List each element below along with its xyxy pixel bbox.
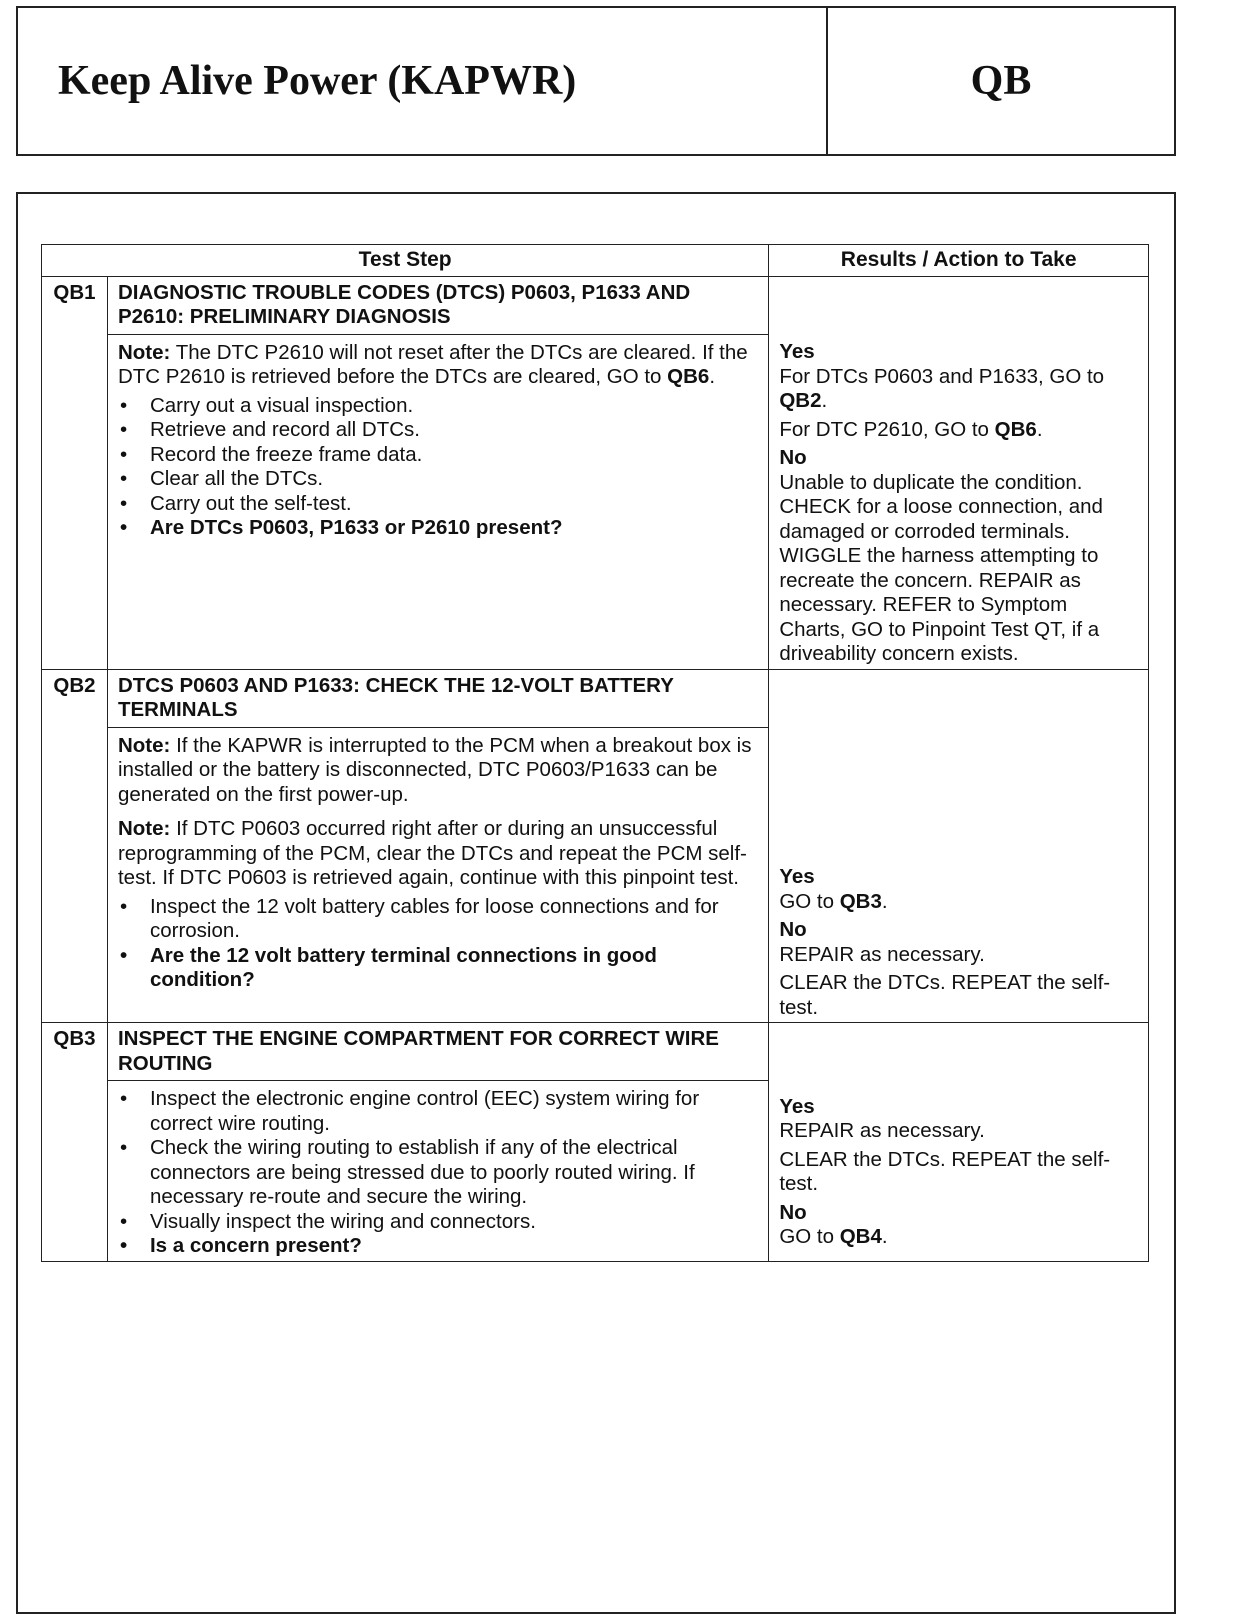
list-item: • Check the wiring routing to establish if any of the electrical connectors are being stressed due to poorly routed wiring. If necessary re-route and secure the wiring. [118,1136,758,1210]
list-item: • Inspect the electronic engine control (EEC) system wiring for correct wire routing. [118,1087,758,1136]
step-id-spacer [42,334,108,669]
step-title-qb1: DIAGNOSTIC TROUBLE CODES (DTCS) P0603, P1633 AND P2610: PRELIMINARY DIAGNOSIS [107,276,768,334]
result-spacer [769,276,1149,334]
step-body-qb3 [107,1081,768,1262]
no-label: No [779,446,807,469]
no-action: Unable to duplicate the condition. CHECK for a loose connection, and damaged or corroded terminals. WIGGLE the harness attempting to recreate the concern. REPAIR as necessary. REFER to Symptom Charts, GO to Pinpoint Test QT, if a driveability concern exists. [779,470,1103,665]
table-header-row [42,245,1149,277]
step-actions-list [118,895,758,993]
yes-action: GO to QB3. [779,889,888,913]
yes-action: For DTC P2610, GO to QB6. [779,417,1043,441]
step-question: • Are DTCs P0603, P1633 or P2610 present? [118,516,758,541]
list-item: • Inspect the 12 volt battery cables for loose connections and for corrosion. [118,895,758,944]
page-header [16,6,1176,156]
page-title: Keep Alive Power (KAPWR) [18,8,828,154]
step-ref: QB4 [839,1225,882,1248]
step-ref: QB3 [839,889,882,913]
step-id-qb1: QB1 [42,276,108,334]
step-id-qb2: QB2 [42,669,108,727]
no-action: REPAIR as necessary. [779,942,985,966]
column-header-results: Results / Action to Take [769,245,1149,277]
no-label: No [779,1200,807,1224]
table-row [42,334,1149,669]
list-item: • Record the freeze frame data. [118,443,758,468]
step-ref: QB2 [779,389,822,412]
step-id-spacer [42,727,108,1023]
note: Note: The DTC P2610 will not reset after the DTCs are cleared. If the DTC P2610 is retrieved before the DTCs are cleared, GO to QB6. [117,340,748,388]
yes-label: Yes [779,865,815,888]
yes-label: Yes [779,340,815,363]
yes-label: Yes [779,1094,815,1118]
step-actions-list [118,1087,758,1259]
list-item: • Retrieve and record all DTCs. [118,418,758,443]
list-item: • Clear all the DTCs. [118,467,758,492]
yes-action: For DTCs P0603 and P1633, GO to QB2. [779,364,1105,412]
section-code: QB [970,58,1032,104]
step-body-qb2 [107,727,768,1023]
list-item: • Carry out the self-test. [118,492,758,517]
step-ref: QB6 [667,365,710,388]
step-actions-list [118,394,758,541]
table-row [42,1081,1149,1262]
step-title-qb3: INSPECT THE ENGINE COMPARTMENT FOR CORRECT WIRE ROUTING [107,1023,768,1081]
step-title-qb2: DTCS P0603 AND P1633: CHECK THE 12-VOLT BATTERY TERMINALS [107,669,768,727]
result-qb2 [769,727,1149,1023]
yes-action: CLEAR the DTCs. REPEAT the self-test. [779,1147,1111,1195]
table-row [42,276,1149,334]
note: Note: If DTC P0603 occurred right after or during an unsuccessful reprogramming of the PCM, clear the DTCs and repeat the PCM self-test. If DTC P0603 is retrieved again, continue with this pinpoint test. [117,817,747,889]
result-spacer [769,1023,1149,1081]
step-question: • Is a concern present? [118,1234,758,1259]
result-qb3 [769,1081,1149,1262]
result-qb1 [769,334,1149,669]
table-row [42,669,1149,727]
step-id-spacer [42,1081,108,1262]
table-row [42,1023,1149,1081]
no-action: CLEAR the DTCs. REPEAT the self-test. [779,971,1111,1019]
column-header-test-step: Test Step [42,245,769,277]
step-body-qb1 [107,334,768,669]
yes-action: REPAIR as necessary. [779,1119,985,1142]
no-action: GO to QB4. [779,1225,888,1248]
pinpoint-test-table [41,244,1149,1262]
result-spacer [769,669,1149,727]
note: Note: If the KAPWR is interrupted to the PCM when a breakout box is installed or the battery is disconnected, DTC P0603/P1633 can be generated on the first power-up. [117,733,752,806]
step-question: • Are the 12 volt battery terminal connections in good condition? [118,944,758,993]
list-item: • Visually inspect the wiring and connectors. [118,1210,758,1235]
table-row [42,727,1149,1023]
list-item: • Carry out a visual inspection. [118,394,758,419]
step-ref: QB6 [994,417,1037,441]
step-id-qb3: QB3 [42,1023,108,1081]
no-label: No [779,918,807,941]
